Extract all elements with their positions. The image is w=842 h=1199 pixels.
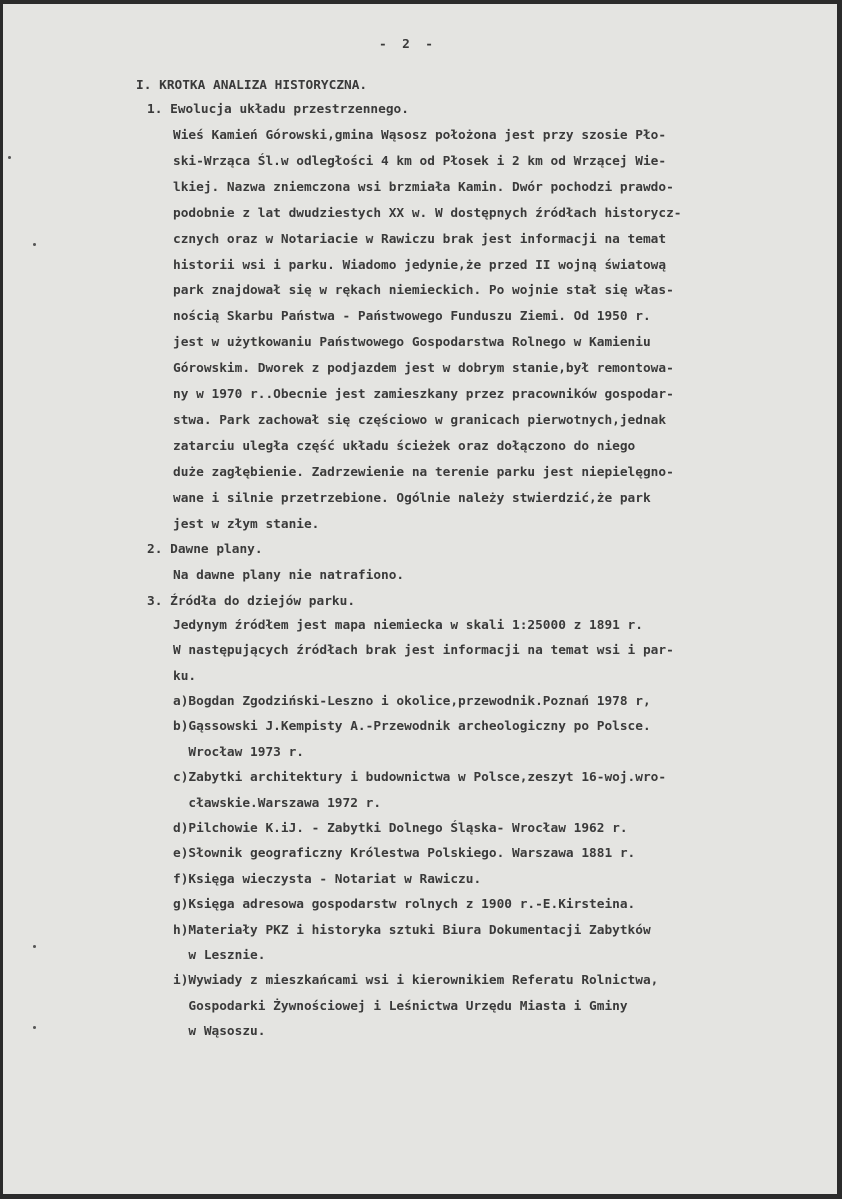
paragraph-line: duże zagłębienie. Zadrzewienie na terenie parku jest niepielęgno- <box>173 464 674 480</box>
paragraph-line: lkiej. Nazwa zniemczona wsi brzmiała Kamin. Dwór pochodzi prawdo- <box>173 179 674 195</box>
source-item: Gospodarki Żywnościowej i Leśnictwa Urzędu Miasta i Gminy <box>173 998 628 1014</box>
item-1-heading: 1. Ewolucja układu przestrzennego. <box>147 102 409 117</box>
paragraph-line: Górowskim. Dworek z podjazdem jest w dobrym stanie,był remontowa- <box>173 361 674 377</box>
paragraph-line: nością Skarbu Państwa - Państwowego Funduszu Ziemi. Od 1950 r. <box>173 309 651 325</box>
paragraph-line: ny w 1970 r..Obecnie jest zamieszkany przez pracowników gospodar- <box>173 387 674 402</box>
source-item: i)Wywiady z mieszkańcami wsi i kierownikiem Referatu Rolnictwa, <box>173 973 659 989</box>
section-heading: I. KROTKA ANALIZA HISTORYCZNA. <box>136 78 368 93</box>
source-item: e)Słownik geograficzny Królestwa Polskiego. Warszawa 1881 r. <box>173 846 636 862</box>
source-item: w Wąsoszu. <box>173 1024 266 1040</box>
paragraph-line: podobnie z lat dwudziestych XX w. W dostępnych źródłach historycz- <box>173 205 682 221</box>
paragraph-line: zatarciu uległa część układu ścieżek oraz dołączono do niego <box>173 438 636 454</box>
margin-mark <box>33 243 36 246</box>
item-3-heading: 3. Źródła do dziejów parku. <box>147 594 356 609</box>
item-2-heading: 2. Dawne plany. <box>147 542 263 557</box>
source-item: d)Pilchowie K.iJ. - Zabytki Dolnego Śląska- Wrocław 1962 r. <box>173 821 628 836</box>
paragraph-line: jest w użytkowaniu Państwowego Gospodarstwa Rolnego w Kamieniu <box>173 335 651 351</box>
source-item: Wrocław 1973 r. <box>173 744 304 760</box>
paragraph-line: Na dawne plany nie natrafiono. <box>173 568 405 583</box>
source-item: c)Zabytki architektury i budownictwa w Polsce,zeszyt 16-woj.wro- <box>173 770 667 786</box>
source-item: h)Materiały PKZ i historyka sztuki Biura Dokumentacji Zabytków <box>173 922 651 938</box>
source-item: b)Gąssowski J.Kempisty A.-Przewodnik archeologiczny po Polsce. <box>173 719 651 735</box>
source-item: cławskie.Warszawa 1972 r. <box>173 795 382 811</box>
source-item: w Lesznie. <box>173 948 266 963</box>
margin-mark <box>33 945 36 948</box>
paragraph-line: W następujących źródłach brak jest informacji na temat wsi i par- <box>173 643 674 659</box>
source-item: a)Bogdan Zgodziński-Leszno i okolice,przewodnik.Poznań 1978 r, <box>173 694 651 709</box>
paragraph-line: stwa. Park zachował się częściowo w granicach pierwotnych,jednak <box>173 412 667 428</box>
margin-mark <box>33 1026 36 1029</box>
margin-mark <box>8 156 11 159</box>
source-item: g)Księga adresowa gospodarstw rolnych z 1900 r.-E.Kirsteina. <box>173 897 636 913</box>
paragraph-line: park znajdował się w rękach niemieckich. Po wojnie stał się włas- <box>173 283 674 299</box>
paragraph-line: jest w złym stanie. <box>173 516 320 532</box>
paragraph-line: ku. <box>173 668 197 684</box>
paragraph-line: wane i silnie przetrzebione. Ogólnie należy stwierdzić,że park <box>173 490 651 506</box>
paragraph-line: Jedynym źródłem jest mapa niemiecka w skali 1:25000 z 1891 r. <box>173 618 643 633</box>
page-number: - 2 - <box>379 37 433 52</box>
document-page <box>3 4 837 1194</box>
paragraph-line: Wieś Kamień Górowski,gmina Wąsosz położona jest przy szosie Pło- <box>173 128 667 143</box>
paragraph-line: ski-Wrząca Śl.w odległości 4 km od Płosek i 2 km od Wrzącej Wie- <box>173 153 667 169</box>
source-item: f)Księga wieczysta - Notariat w Rawiczu. <box>173 871 482 887</box>
paragraph-line: cznych oraz w Notariacie w Rawiczu brak jest informacji na temat <box>173 231 667 247</box>
paragraph-line: historii wsi i parku. Wiadomo jedynie,że przed II wojną światową <box>173 257 667 273</box>
